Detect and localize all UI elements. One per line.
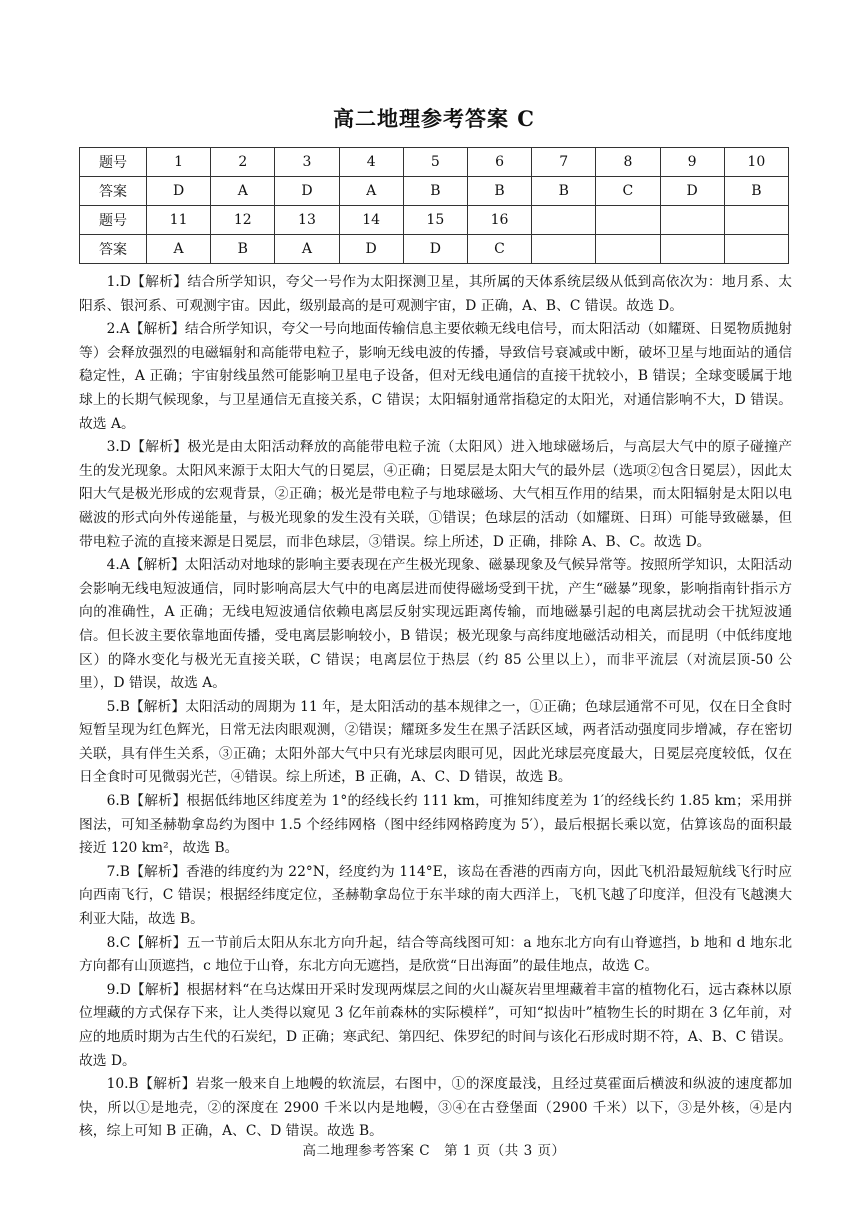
table-cell: A — [339, 177, 403, 206]
page-footer: 高二地理参考答案 C 第 1 页（共 3 页） — [302, 1143, 566, 1159]
answer-explanation-2: 2.A【解析】结合所学知识，夸父一号向地面传输信息主要依赖无线电信号，而太阳活动（如耀斑、日冕物质抛射等）会释放强烈的电磁辐射和高能带电粒子，影响无线电波的传播，导致信号衰减或中断，破坏卫星与地面站的通信稳定性，A 正确；宇宙射线虽然可能影响卫星电子设备，但对无线电通信的直接干扰较小，B 错误；全球变暖属于地球上的长期气候现象，与卫星通信无直接关系，C 错误；太阳辐射通常指稳定的太阳光，对通信影响不大，D 错误。故选 A。 — [79, 321, 792, 432]
table-cell: D — [403, 235, 467, 264]
table-cell: 10 — [724, 148, 788, 177]
table-cell: 4 — [339, 148, 403, 177]
answer-explanation-8: 8.C【解析】五一节前后太阳从东北方向升起，结合等高线图可知：a 地东北方向有山脊遮挡，b 地和 d 地东北方向都有山顶遮挡，c 地位于山脊，东北方向无遮挡，是欣赏“日出海面”的最佳地点，故选 C。 — [79, 934, 792, 975]
answer-explanation-1: 1.D【解析】结合所学知识，夸父一号作为太阳探测卫星，其所属的天体系统层级从低到高依次为：地月系、太阳系、银河系、可观测宇宙。因此，级别最高的是可观测宇宙，D 正确，A、B、C 错误。故选 D。 — [79, 274, 792, 314]
table-row — [80, 148, 789, 177]
table-cell: A — [275, 235, 339, 264]
answer-explanation-4: 4.A【解析】太阳活动对地球的影响主要表现在产生极光现象、磁暴现象及气候异常等。按照所学知识，太阳活动会影响无线电短波通信，同时影响高层大气中的电离层进而使得磁场受到干扰，产生“磁暴”现象，影响指南针指示方向的准确性，A 正确；无线电短波通信依赖电离层反射实现远距离传输，而地磁暴引起的电离层扰动会干扰短波通信。但长波主要依靠地面传播，受电离层影响较小，B 错误；极光现象与高纬度地磁活动相关，而昆明（中低纬度地区）的降水变化与极光无直接关联，C 错误；电离层位于热层（约 85 公里以上），而非平流层（对流层顶-50 公里），D 错误，故选 A。 — [79, 557, 792, 692]
table-cell: 12 — [211, 206, 275, 235]
answer-table — [79, 147, 789, 264]
table-cell: B — [467, 177, 531, 206]
table-row — [80, 235, 789, 264]
table-cell — [532, 206, 596, 235]
table-cell: B — [403, 177, 467, 206]
answer-explanation-9: 9.D【解析】根据材料“在乌达煤田开采时发现两煤层之间的火山凝灰岩里埋藏着丰富的植物化石，远古森林以原位埋藏的方式保存下来，让人类得以窥见 3 亿年前森林的实际模样”，可知“拟齿叶”植物生长的时期在 3 亿年前，对应的地质时期为古生代的石炭纪，D 正确；寒武纪、第四纪、侏罗纪的时间与该化石形成时期不符，A、B、C 错误。故选 D。 — [79, 981, 792, 1069]
table-cell — [596, 235, 660, 264]
table-cell: 3 — [275, 148, 339, 177]
table-cell: D — [660, 177, 724, 206]
table-row — [80, 177, 789, 206]
table-cell — [660, 206, 724, 235]
answer-explanations — [79, 271, 792, 1144]
table-cell: 13 — [275, 206, 339, 235]
table-cell: B — [211, 235, 275, 264]
table-cell — [724, 206, 788, 235]
table-cell: C — [467, 235, 531, 264]
table-cell: 11 — [147, 206, 211, 235]
answer-explanation-3: 3.D【解析】极光是由太阳活动释放的高能带电粒子流（太阳风）进入地球磁场后，与高层大气中的原子碰撞产生的发光现象。太阳风来源于太阳大气的日冕层，④正确；日冕层是太阳大气的最外层（选项②包含日冕层），因此太阳大气是极光形成的宏观背景，②正确；极光是带电粒子与地球磁场、大气相互作用的结果，而太阳辐射是太阳以电磁波的形式向外传递能量，与极光现象的发生没有关联，①错误；色球层的活动（如耀斑、日珥）可能导致磁暴，但带电粒子流的直接来源是日冕层，而非色球层，③错误。综上所述，D 正确，排除 A、B、C。故选 D。 — [79, 439, 792, 550]
table-cell — [596, 206, 660, 235]
table-cell: D — [275, 177, 339, 206]
page-title: 高二地理参考答案 C — [332, 106, 536, 131]
table-cell: 2 — [211, 148, 275, 177]
table-cell: 6 — [467, 148, 531, 177]
table-cell: B — [532, 177, 596, 206]
table-cell — [724, 235, 788, 264]
table-cell: 7 — [532, 148, 596, 177]
table-cell — [532, 235, 596, 264]
table-cell: B — [724, 177, 788, 206]
table-cell: 5 — [403, 148, 467, 177]
answer-explanation-6: 6.B【解析】根据低纬地区纬度差为 1°的经线长约 111 km，可推知纬度差为 1′的经线长约 1.85 km；采用拼图法，可知圣赫勒拿岛约为图中 1.5 个经纬网格（图中经纬网格跨度为 5′），最后根据长乘以宽，估算该岛的面积最接近 120 km²，故选 B。 — [79, 793, 792, 857]
table-cell: D — [339, 235, 403, 264]
answer-explanation-7: 7.B【解析】香港的纬度约为 22°N，经度约为 114°E，该岛在香港的西南方向，因此飞机沿最短航线飞行时应向西南飞行，C 错误；根据经纬度定位，圣赫勒拿岛位于东半球的南大西洋上，飞机飞越了印度洋，但没有飞越澳大利亚大陆，故选 B。 — [79, 863, 792, 928]
table-cell: 16 — [467, 206, 531, 235]
answer-explanation-5: 5.B【解析】太阳活动的周期为 11 年，是太阳活动的基本规律之一，①正确；色球层通常不可见，仅在日全食时短暂呈现为红色辉光，日常无法肉眼观测，②错误；耀斑多发生在黑子活跃区域，两者活动强度同步增减，存在密切关联，具有伴生关系，③正确；太阳外部大气中只有光球层肉眼可见，因此光球层亮度最大，日冕层亮度较低，仅在日全食时可见微弱光芒，④错误。综上所述，B 正确，A、C、D 错误，故选 B。 — [79, 698, 792, 786]
table-cell: 8 — [596, 148, 660, 177]
table-cell — [660, 235, 724, 264]
table-cell: A — [147, 235, 211, 264]
table-cell: 14 — [339, 206, 403, 235]
row-header: 题号 — [80, 206, 147, 235]
table-cell: 9 — [660, 148, 724, 177]
row-header: 题号 — [80, 148, 147, 177]
table-row — [80, 206, 789, 235]
answer-explanation-10: 10.B【解析】岩浆一般来自上地幔的软流层，右图中，①的深度最浅，且经过莫霍面后横波和纵波的速度都加快，所以①是地壳，②的深度在 2900 千米以内是地幔，③④在古登堡面（2900 千米）以下，③是外核，④是内核，综上可知 B 正确，A、C、D 错误。故选 B。 — [79, 1076, 792, 1140]
table-cell: C — [596, 177, 660, 206]
table-cell: 15 — [403, 206, 467, 235]
table-cell: A — [211, 177, 275, 206]
table-cell: 1 — [147, 148, 211, 177]
row-header: 答案 — [80, 235, 147, 264]
row-header: 答案 — [80, 177, 147, 206]
table-cell: D — [147, 177, 211, 206]
